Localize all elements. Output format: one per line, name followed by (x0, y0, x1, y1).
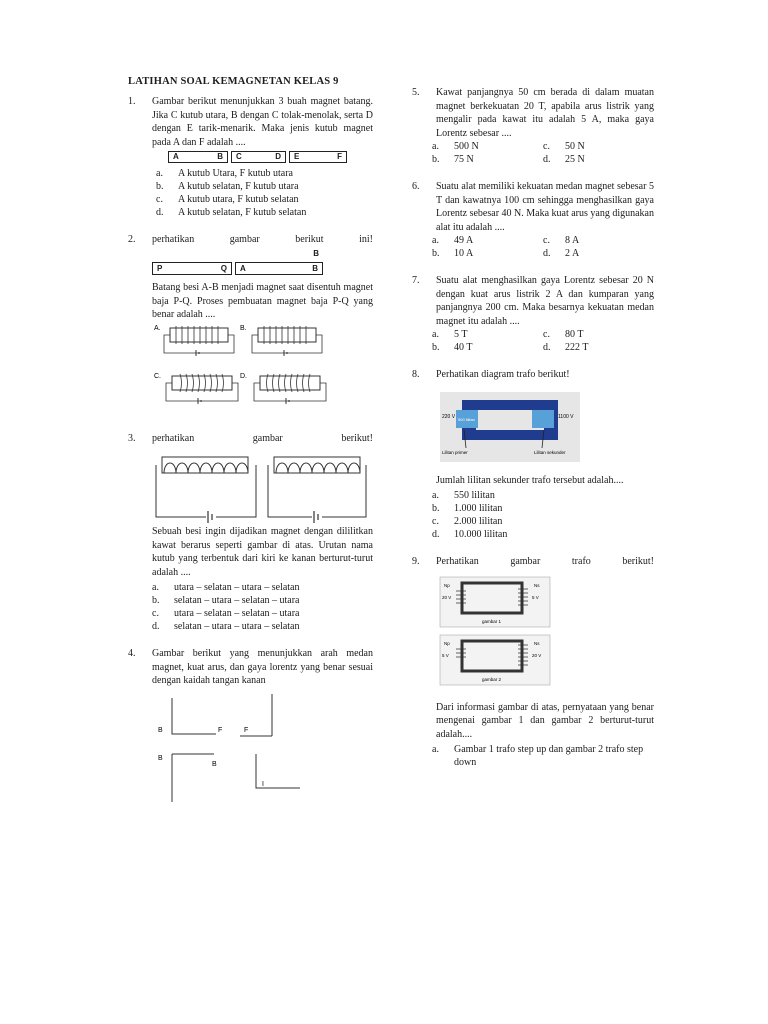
question-text-2: Jumlah lilitan sekunder trafo tersebut adalah.... (436, 474, 624, 486)
transformer-figure-1 (440, 577, 550, 627)
option-a: a. 550 lilitan (432, 490, 495, 501)
figure-caption: gambar 1 (482, 618, 502, 624)
left-column (128, 76, 373, 818)
question-7 (412, 274, 654, 354)
coil-figure-c (166, 374, 238, 404)
question-text: Perhatikan gambar trafo berikut! (436, 556, 654, 567)
svg-text:Ns: Ns (534, 582, 540, 588)
options-grid (432, 140, 654, 166)
question-text: Perhatikan diagram trafo berikut! (436, 369, 570, 380)
question-text: perhatikan gambar berikut! (152, 432, 373, 444)
iron-bar-ab: A B (235, 262, 323, 275)
option-c: c. 2.000 lilitan (432, 516, 503, 527)
magnet-bars (152, 262, 373, 275)
question-number: 6. (412, 181, 420, 192)
vector-label: I (262, 780, 264, 788)
options-list (432, 743, 654, 769)
output-voltage-label: 1100 V (558, 413, 574, 420)
vector-label: B (158, 754, 163, 762)
option-b: b. selatan – utara – selatan – utara (152, 595, 300, 606)
question-2 (128, 233, 373, 422)
coil-figure-b (252, 326, 322, 356)
question-text-2: Sebuah besi ingin dijadikan magnet dengan dililitkan kawat berarus seperti gambar di atas. Urutan nama kutub yang terbentuk dari kiri ke kanan berturut-turut adalah .... (152, 526, 373, 578)
question-5 (412, 86, 654, 166)
question-4 (128, 647, 373, 808)
question-number: 4. (128, 648, 136, 659)
pole-label: F (337, 152, 342, 162)
question-3 (128, 432, 373, 634)
question-9 (412, 555, 654, 769)
question-number: 9. (412, 556, 420, 567)
transformer-figures (436, 575, 556, 695)
option-b: b. A kutub selatan, F kutub utara (156, 181, 299, 192)
option-d: d. A kutub selatan, F kutub selatan (156, 207, 307, 218)
option-a: a. 500 N (432, 141, 479, 152)
options-list (432, 489, 654, 541)
option-c: c. utara – selatan – selatan – utara (152, 608, 300, 619)
option-d: d. 2 A (543, 248, 580, 259)
figure-label: A. (154, 324, 161, 332)
input-voltage-label: 220 V (442, 413, 456, 420)
options-list (152, 581, 373, 633)
primary-turns-label: 500 lilitan (458, 416, 475, 422)
option-b: b. 1.000 lilitan (432, 503, 503, 514)
svg-text:20 V: 20 V (442, 594, 452, 600)
option-a: a. Gambar 1 trafo step up dan gambar 2 trafo step down (432, 744, 644, 768)
coil-left (156, 457, 256, 523)
option-a: a. 5 T (432, 329, 468, 340)
option-c: c. 50 N (543, 141, 585, 152)
option-c: c. 8 A (543, 235, 580, 246)
question-text: perhatikan gambar berikut ini! (152, 234, 373, 245)
magnet-bar-pq: P Q (152, 262, 232, 275)
secondary-label: Lilitan sekunder (534, 449, 566, 455)
pole-label: D (275, 152, 281, 162)
svg-text:Ns: Ns (534, 640, 540, 646)
question-text: Kawat panjangnya 50 cm berada di dalam muatan magnet berkekuatan 20 T, apabila arus listrik yang mengalir pada kawat itu adalah 5 A, maka gaya Lorentz sebesar .... (436, 87, 654, 139)
vector-label: F (244, 726, 249, 734)
magnet-bar (168, 151, 228, 163)
option-d: d. selatan – utara – utara – selatan (152, 621, 300, 632)
vector-label: F (218, 726, 223, 734)
question-text-2: Dari informasi gambar di atas, pernyataan yang benar mengenai gambar 1 dan gambar 2 berturut-turut adalah.... (436, 701, 654, 740)
right-column (412, 86, 654, 779)
svg-text:Np: Np (444, 582, 450, 588)
figure-caption: gambar 2 (482, 676, 502, 682)
option-d: d. 25 N (543, 154, 585, 165)
figure-label: D. (240, 372, 247, 380)
question-8 (412, 368, 654, 541)
question-1 (128, 95, 373, 219)
figure-label: B. (240, 324, 247, 332)
svg-text:Np: Np (444, 640, 450, 646)
magnet-bar (231, 151, 286, 163)
transformer-diagram (436, 388, 586, 468)
options-list (156, 167, 373, 219)
question-text-2: Batang besi A-B menjadi magnet saat disentuh magnet baja P-Q. Proses pembuatan magnet baja P-Q yang benar adalah .... (152, 282, 373, 320)
svg-text:20 V: 20 V (532, 652, 542, 658)
question-number: 7. (412, 275, 420, 286)
coil-figure-d (254, 374, 326, 404)
coil-right (268, 457, 366, 523)
option-a: a. utara – selatan – utara – selatan (152, 582, 300, 593)
magnet-bar (289, 151, 347, 163)
right-hand-rule-figures (152, 688, 302, 808)
figure-label: C. (154, 372, 161, 380)
page-title: LATIHAN SOAL KEMAGNETAN KELAS 9 (128, 76, 339, 87)
vector-label: B (158, 726, 163, 734)
question-text: Suatu alat memiliki kekuatan medan magnet sebesar 5 T dan kawatnya 100 cm sehingga menghasilkan gaya Lorentz sebesar 40 N. Maka kuat arus yang digunakan alat itu adalah .... (436, 181, 654, 233)
option-c: c. 80 T (543, 329, 584, 340)
option-d: d. 10.000 lilitan (432, 529, 508, 540)
question-number: 2. (128, 234, 136, 245)
svg-text:5 V: 5 V (442, 652, 449, 658)
option-d: d. 222 T (543, 342, 589, 353)
transformer-figure-2 (440, 635, 550, 685)
option-a: a. A kutub Utara, F kutub utara (156, 168, 293, 179)
question-number: 3. (128, 432, 136, 444)
options-grid (432, 234, 654, 260)
primary-label: Lilitan primer (442, 449, 468, 455)
option-b: b. 75 N (432, 154, 474, 165)
pole-label: B (217, 152, 223, 162)
question-text: Gambar berikut yang menunjukkan arah medan magnet, kuat arus, dan gaya lorentz yang benar sesuai dengan kaidah tangan kanan (152, 648, 373, 686)
svg-text:5 V: 5 V (532, 594, 539, 600)
pole-label: B (313, 248, 319, 258)
coil-diagram (152, 445, 372, 525)
vector-label: B (212, 760, 217, 768)
question-text: Gambar berikut menunjukkan 3 buah magnet batang. Jika C kutub utara, B dengan C tolak-menolak, serta D dengan E tarik-menarik. Maka jenis kutub magnet pada A dan F adalah .... (152, 96, 373, 148)
secondary-coil (532, 410, 554, 428)
pole-label: C (236, 152, 242, 162)
pole-label: A (173, 152, 179, 162)
pole-label: E (294, 152, 300, 162)
question-number: 1. (128, 96, 136, 107)
magnet-row (168, 151, 373, 163)
options-grid (432, 328, 654, 354)
option-b: b. 40 T (432, 342, 473, 353)
axis-figure-c (172, 754, 214, 802)
coil-figure-a (164, 326, 234, 356)
question-text: Suatu alat menghasilkan gaya Lorentz sebesar 20 N dengan kuat arus listrik 2 A dan kumparan yang panjangnya 200 cm. Maka besarnya kekuatan medan magnet itu adalah .... (436, 275, 654, 327)
question-number: 8. (412, 369, 420, 380)
option-a: a. 49 A (432, 235, 474, 246)
axis-figure-a (172, 698, 216, 734)
option-b: b. 10 A (432, 248, 474, 259)
option-c: c. A kutub utara, F kutub selatan (156, 194, 299, 205)
question-6 (412, 180, 654, 260)
magnetization-figures (152, 322, 342, 422)
question-number: 5. (412, 87, 420, 98)
